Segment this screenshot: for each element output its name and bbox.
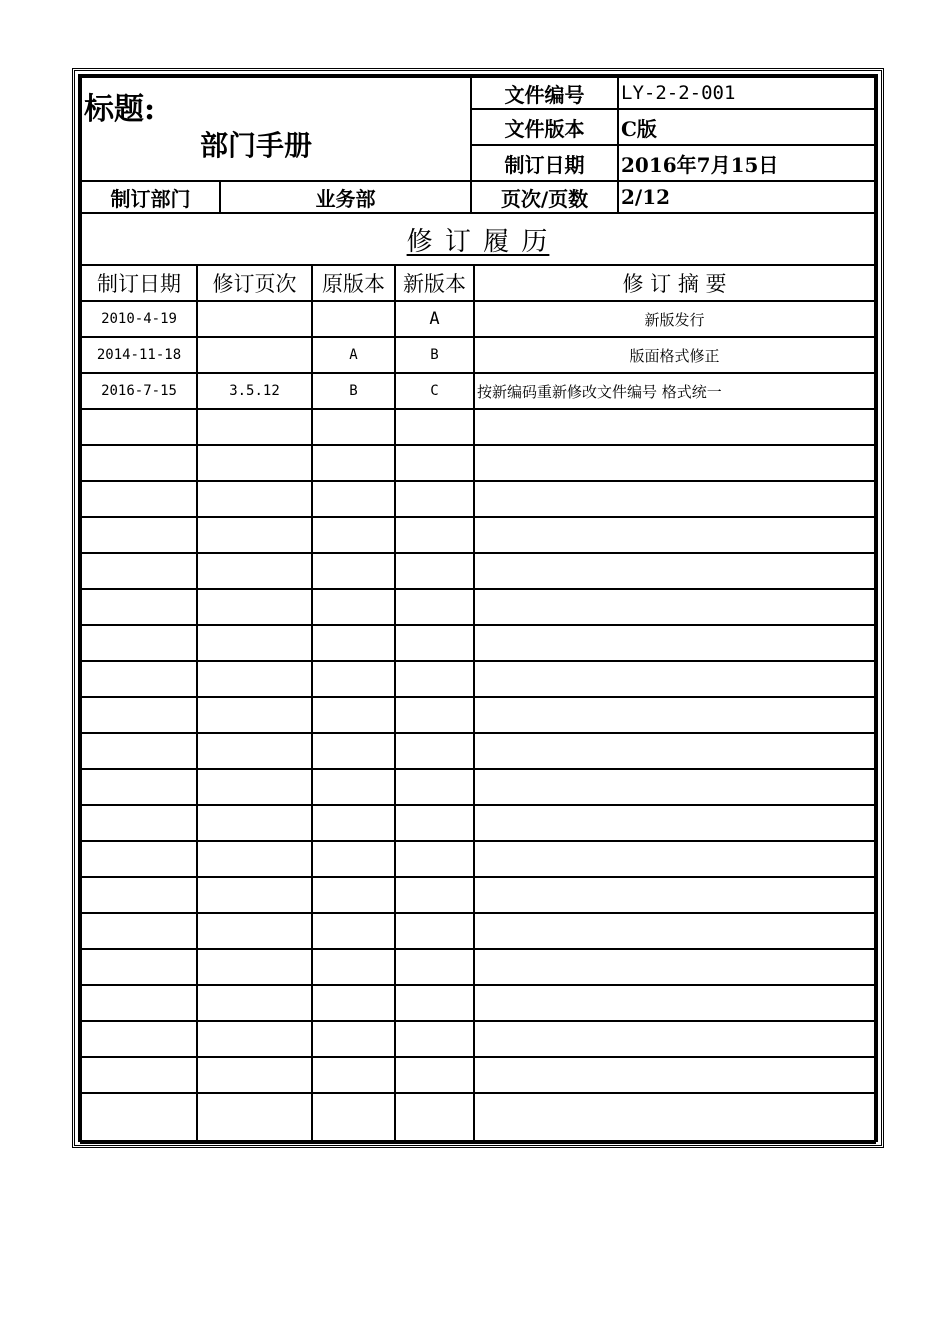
empty-cell (81, 481, 197, 517)
empty-cell (474, 409, 875, 445)
file-version-label: 文件版本 (471, 109, 618, 145)
empty-cell (395, 625, 474, 661)
empty-cell (197, 517, 312, 553)
file-version-value: C版 (618, 109, 875, 145)
row-old-version: A (312, 337, 395, 373)
empty-cell (312, 1093, 395, 1143)
header-table (80, 76, 876, 214)
title-cell (81, 77, 471, 181)
row-date: 2016-7-15 (81, 373, 197, 409)
empty-cell (395, 661, 474, 697)
empty-cell (197, 1021, 312, 1057)
empty-cell (197, 697, 312, 733)
empty-cell (395, 1093, 474, 1143)
row-new-version: B (395, 337, 474, 373)
empty-table-row (81, 985, 875, 1021)
empty-table-row (81, 1057, 875, 1093)
issue-date-value: 2016年7月15日 (618, 145, 875, 181)
empty-cell (395, 841, 474, 877)
revision-history-table (80, 212, 876, 1144)
row-pages: 3.5.12 (197, 373, 312, 409)
empty-cell (395, 589, 474, 625)
file-number-label: 文件编号 (471, 77, 618, 109)
col-header-pages: 修订页次 (197, 265, 312, 301)
empty-table-row (81, 517, 875, 553)
row-summary: 版面格式修正 (474, 337, 875, 373)
empty-cell (197, 913, 312, 949)
empty-cell (81, 1057, 197, 1093)
empty-cell (474, 517, 875, 553)
title-label: 标题: (84, 92, 156, 127)
empty-cell (197, 445, 312, 481)
empty-cell (395, 409, 474, 445)
empty-cell (395, 697, 474, 733)
empty-cell (474, 697, 875, 733)
table-row (81, 301, 875, 337)
empty-cell (81, 661, 197, 697)
row-summary: 新版发行 (474, 301, 875, 337)
empty-cell (312, 985, 395, 1021)
empty-cell (474, 733, 875, 769)
empty-cell (312, 661, 395, 697)
empty-cell (395, 553, 474, 589)
empty-cell (197, 877, 312, 913)
empty-cell (312, 481, 395, 517)
empty-table-row (81, 589, 875, 625)
empty-cell (81, 733, 197, 769)
file-number-value: LY-2-2-001 (618, 77, 875, 109)
empty-cell (312, 805, 395, 841)
empty-table-row (81, 697, 875, 733)
empty-table-row (81, 661, 875, 697)
issue-date-label: 制订日期 (471, 145, 618, 181)
row-pages (197, 301, 312, 337)
empty-cell (312, 409, 395, 445)
empty-cell (81, 697, 197, 733)
table-row (81, 337, 875, 373)
empty-table-row (81, 877, 875, 913)
empty-cell (474, 553, 875, 589)
empty-table-row (81, 445, 875, 481)
empty-cell (81, 625, 197, 661)
empty-rows (81, 409, 875, 1143)
col-header-summary: 修 订 摘 要 (474, 265, 875, 301)
empty-table-row (81, 913, 875, 949)
empty-cell (81, 1093, 197, 1143)
row-summary: 按新编码重新修改文件编号 格式统一 (474, 373, 875, 409)
empty-cell (81, 517, 197, 553)
empty-cell (197, 661, 312, 697)
empty-cell (197, 949, 312, 985)
empty-cell (197, 409, 312, 445)
empty-cell (197, 805, 312, 841)
empty-cell (474, 625, 875, 661)
document-frame (72, 68, 884, 1148)
col-header-new-version: 新版本 (395, 265, 474, 301)
empty-cell (81, 445, 197, 481)
empty-cell (312, 445, 395, 481)
empty-cell (312, 913, 395, 949)
empty-cell (81, 841, 197, 877)
empty-cell (81, 805, 197, 841)
empty-cell (312, 553, 395, 589)
empty-table-row (81, 1021, 875, 1057)
empty-cell (197, 769, 312, 805)
empty-table-row (81, 481, 875, 517)
empty-cell (312, 877, 395, 913)
empty-cell (474, 913, 875, 949)
row-new-version: A (395, 301, 474, 337)
row-old-version: B (312, 373, 395, 409)
empty-cell (395, 445, 474, 481)
empty-cell (197, 841, 312, 877)
empty-cell (312, 589, 395, 625)
empty-cell (474, 877, 875, 913)
empty-cell (312, 733, 395, 769)
empty-cell (81, 1021, 197, 1057)
empty-cell (197, 589, 312, 625)
empty-table-row (81, 733, 875, 769)
empty-cell (197, 1093, 312, 1143)
empty-cell (474, 1021, 875, 1057)
empty-cell (312, 769, 395, 805)
empty-cell (197, 553, 312, 589)
empty-cell (197, 733, 312, 769)
empty-cell (197, 985, 312, 1021)
empty-cell (81, 769, 197, 805)
revision-history-title: 修 订 履 历 (81, 213, 875, 265)
table-row (81, 373, 875, 409)
empty-cell (197, 481, 312, 517)
empty-cell (197, 1057, 312, 1093)
empty-cell (312, 1057, 395, 1093)
page-label: 页次/页数 (471, 181, 618, 213)
empty-table-row (81, 409, 875, 445)
empty-cell (395, 1057, 474, 1093)
empty-cell (474, 1057, 875, 1093)
empty-cell (474, 985, 875, 1021)
empty-table-row (81, 805, 875, 841)
empty-cell (395, 1021, 474, 1057)
col-header-date: 制订日期 (81, 265, 197, 301)
empty-table-row (81, 769, 875, 805)
empty-cell (312, 949, 395, 985)
empty-cell (474, 661, 875, 697)
empty-cell (474, 805, 875, 841)
empty-cell (395, 733, 474, 769)
empty-cell (81, 949, 197, 985)
empty-cell (395, 517, 474, 553)
empty-table-row (81, 1093, 875, 1143)
empty-cell (395, 913, 474, 949)
empty-cell (81, 985, 197, 1021)
row-pages (197, 337, 312, 373)
col-header-old-version: 原版本 (312, 265, 395, 301)
department-value: 业务部 (220, 181, 471, 213)
empty-cell (395, 805, 474, 841)
empty-cell (81, 553, 197, 589)
empty-cell (312, 625, 395, 661)
row-date: 2010-4-19 (81, 301, 197, 337)
empty-cell (395, 769, 474, 805)
empty-cell (474, 481, 875, 517)
empty-cell (81, 913, 197, 949)
empty-cell (312, 841, 395, 877)
empty-table-row (81, 949, 875, 985)
empty-cell (474, 769, 875, 805)
empty-table-row (81, 841, 875, 877)
empty-cell (395, 949, 474, 985)
document-title: 部门手册 (200, 129, 313, 162)
empty-cell (81, 589, 197, 625)
row-date: 2014-11-18 (81, 337, 197, 373)
empty-table-row (81, 553, 875, 589)
empty-cell (312, 697, 395, 733)
empty-cell (197, 625, 312, 661)
row-old-version (312, 301, 395, 337)
empty-cell (474, 841, 875, 877)
empty-cell (474, 949, 875, 985)
department-label: 制订部门 (81, 181, 220, 213)
empty-cell (395, 481, 474, 517)
empty-cell (395, 877, 474, 913)
empty-cell (81, 877, 197, 913)
empty-cell (81, 409, 197, 445)
document-inner-border (78, 74, 878, 1142)
page-value: 2/12 (618, 181, 875, 213)
empty-cell (395, 985, 474, 1021)
empty-cell (312, 1021, 395, 1057)
empty-table-row (81, 625, 875, 661)
empty-cell (474, 589, 875, 625)
empty-cell (474, 445, 875, 481)
revision-column-headers (81, 265, 875, 301)
row-new-version: C (395, 373, 474, 409)
empty-cell (312, 517, 395, 553)
empty-cell (474, 1093, 875, 1143)
